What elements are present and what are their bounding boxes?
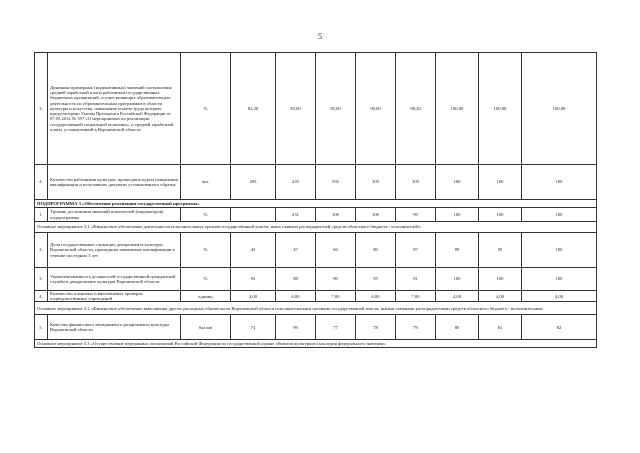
value-cell: 4,00 xyxy=(231,291,276,302)
value-cell: 6,00 xyxy=(356,291,396,302)
table-row xyxy=(35,315,597,340)
value-cell: 43 xyxy=(231,233,276,268)
section-row xyxy=(35,200,597,208)
table-row xyxy=(35,291,597,302)
value-cell: 74 xyxy=(231,315,276,340)
value-cell: 91 xyxy=(396,268,436,291)
unit-cell: % xyxy=(181,53,231,165)
value-cell: 93 xyxy=(231,268,276,291)
unit-cell: единиц xyxy=(181,291,231,302)
value-cell: 100,00 xyxy=(522,53,597,165)
measure-text: Основное мероприятие 3.2 «Финансовое обеспечение выполнения других расходных обязательств Воронежской области исполнительными органами государственной власти, иными главными распорядителями средств областного бюджета - исполнителями» xyxy=(35,302,597,315)
indicator-name: Количество плановых и внеплановых проверок подведомственных учреждений xyxy=(48,291,181,302)
unit-cell: баллов xyxy=(181,315,231,340)
value-cell: 87 xyxy=(396,233,436,268)
value-cell: 100,00 xyxy=(436,53,479,165)
unit-cell: % xyxy=(181,208,231,222)
table-row xyxy=(35,268,597,291)
value-cell: 100 xyxy=(316,208,356,222)
value-cell: 82,20 xyxy=(231,53,276,165)
value-cell: 6,00 xyxy=(276,291,316,302)
value-cell: 4,00 xyxy=(522,291,597,302)
indicator-name: Доля государственных служащих департамента культуры Воронежской области, прошедших повышение квалификации в течение последних 3 лет xyxy=(48,233,181,268)
value-cell: 4,00 xyxy=(436,291,479,302)
value-cell: 95 xyxy=(356,268,396,291)
value-cell: 7,00 xyxy=(396,291,436,302)
row-number: 1. xyxy=(35,208,48,222)
value-cell: 100 xyxy=(479,165,522,200)
value-cell: 100 xyxy=(479,208,522,222)
value-cell: 493 xyxy=(231,165,276,200)
value-cell: 100 xyxy=(522,268,597,291)
subprogram-heading: ПОДПРОГРАММА 3 «Обеспечение реализации государственной программы» xyxy=(35,200,597,208)
indicator-name: Динамика примерных (индикативных) значений соотношения средней заработной платы работников государственных бюджетных организаций, осуществляющих образовательную деятельность по образовательным программам в области культуры и искусства, повышение оплаты труда которых предусмотрено Указом Президента Российской Федерации от 07.05.2012 № 597 «О мероприятиях по реализации государственной социальной политики», и средней заработной платы, установленной в Воронежской области xyxy=(48,53,181,165)
unit-cell: чел. xyxy=(181,165,231,200)
table-row xyxy=(35,165,597,200)
value-cell: 100,00 xyxy=(479,53,522,165)
value-cell: 90 xyxy=(316,268,356,291)
measure-text: Основное мероприятие 3.1 «Финансовое обеспечение деятельности исполнительных органов государственной власти, иных главных распорядителей средств областного бюджета - исполнителей» xyxy=(35,222,597,233)
value-cell: 82 xyxy=(522,315,597,340)
value-cell: 66 xyxy=(316,233,356,268)
measure-row xyxy=(35,302,597,315)
unit-cell: % xyxy=(181,268,231,291)
value-cell: 100 xyxy=(356,208,396,222)
value-cell: 100 xyxy=(436,165,479,200)
value-cell: 592 xyxy=(316,165,356,200)
row-number: 3. xyxy=(35,53,48,165)
value-cell: 100 xyxy=(479,268,522,291)
indicator-name: Количество работников культуры, прошедших курсы повышения квалификации и получивших документ установленного образца xyxy=(48,165,181,200)
value-cell: 88 xyxy=(276,268,316,291)
value-cell: 83,00 xyxy=(276,53,316,165)
indicator-name: Уровень достижения значений показателей (индикаторов) подпрограммы xyxy=(48,208,181,222)
table-row xyxy=(35,208,597,222)
value-cell: 99 xyxy=(396,208,436,222)
indicator-name: Укомплектованность должностей государственной гражданской службы в департаменте культуры Воронежской области xyxy=(48,268,181,291)
value-cell: 79 xyxy=(396,315,436,340)
value-cell: 105 xyxy=(396,165,436,200)
value-cell: 99 xyxy=(276,315,316,340)
indicators-table xyxy=(34,52,597,348)
value-cell: 100 xyxy=(522,208,597,222)
measure-row xyxy=(35,222,597,233)
value-cell: 100 xyxy=(436,208,479,222)
value-cell: 90,00 xyxy=(356,53,396,165)
value-cell: 80 xyxy=(356,233,396,268)
row-number: 4. xyxy=(35,291,48,302)
value-cell: 100 xyxy=(436,268,479,291)
table-row xyxy=(35,53,597,165)
value-cell: 4,00 xyxy=(479,291,522,302)
indicator-name: Качество финансового менеджмента департамента культуры Воронежской области xyxy=(48,315,181,340)
value-cell: 81 xyxy=(479,315,522,340)
value-cell: 435 xyxy=(276,165,316,200)
value-cell: 89 xyxy=(436,233,479,268)
unit-cell: % xyxy=(181,233,231,268)
measure-row xyxy=(35,340,597,348)
value-cell: 105 xyxy=(356,165,396,200)
value-cell: 78 xyxy=(356,315,396,340)
value-cell: 231 xyxy=(276,208,316,222)
value-cell: 77 xyxy=(316,315,356,340)
value-cell xyxy=(231,208,276,222)
row-number: 4. xyxy=(35,165,48,200)
row-number: 3. xyxy=(35,268,48,291)
row-number: 5. xyxy=(35,315,48,340)
page-number: 5 xyxy=(318,32,322,41)
value-cell: 7,00 xyxy=(316,291,356,302)
value-cell: 80 xyxy=(436,315,479,340)
value-cell: 100 xyxy=(522,165,597,200)
measure-text: Основное мероприятие 3.3 «Осуществление переданных полномочий Российской Федерации по государственной охране объектов культурного наследия федерального значения» xyxy=(35,340,597,348)
value-cell: 95 xyxy=(479,233,522,268)
row-number: 2. xyxy=(35,233,48,268)
value-cell: 47 xyxy=(276,233,316,268)
value-cell: 98,20 xyxy=(396,53,436,165)
value-cell: 100 xyxy=(522,233,597,268)
value-cell: 85,00 xyxy=(316,53,356,165)
table-row xyxy=(35,233,597,268)
